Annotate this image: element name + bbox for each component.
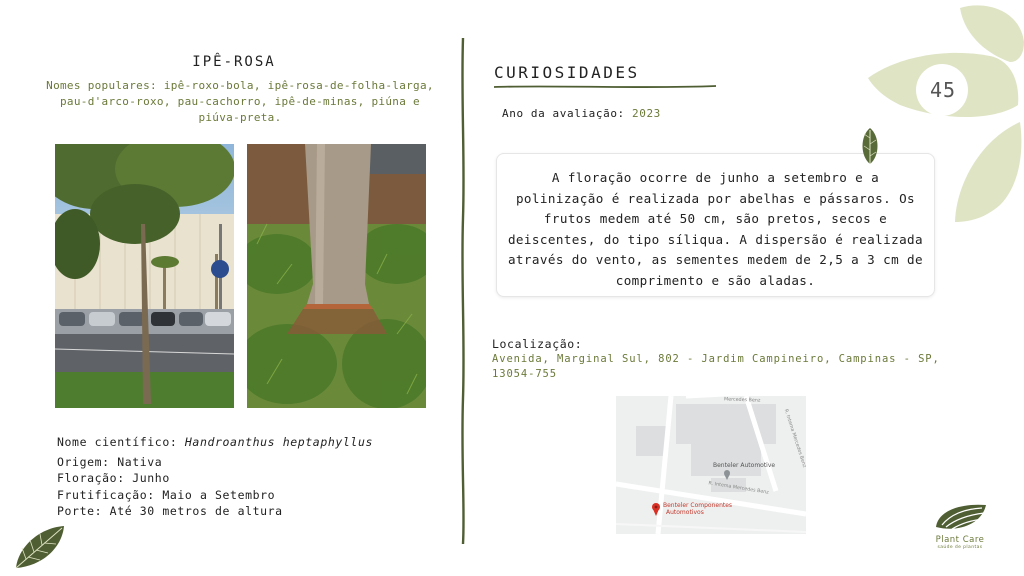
map-place-benteler-automotive[interactable]: Benteler Automotive [713,462,776,469]
plant-care-logo [930,501,990,535]
column-divider [460,38,466,544]
popular-names: Nomes populares: ipê-roxo-bola, ipê-rosa-de-folha-larga, pau-d'arco-roxo, pau-cachorro, ipê-de-minas, piúna e piúva-preta. [46,79,434,124]
leaves-decoration [860,0,1024,230]
evaluation-year [502,107,661,120]
fruiting: Frutificação: Maio a Setembro [57,487,276,502]
scientific-name-label: Nome científico: [57,435,185,449]
brand-tagline: saúde de plantas [937,545,983,550]
year-label: Ano da avaliação: [502,107,633,120]
tree-photo [55,144,234,408]
brand-name: Plant Care [935,535,985,545]
page-number: 45 [929,78,957,102]
map-street-label: Mercedes Benz [723,397,761,404]
origin: Origem: Nativa [57,454,163,469]
curiosities-title: CURIOSIDADES [494,63,640,82]
scientific-name-value: Handroanthus heptaphyllus [184,435,373,449]
location-address[interactable]: Avenida, Marginal Sul, 802 - Jardim Campineiro, Campinas - SP, 13054-755 [492,353,940,380]
leaf-icon [858,126,882,166]
map-street-label: R. Intema Mercedes Benz [782,408,806,469]
location-map[interactable] [616,396,806,534]
year-value: 2023 [632,107,661,120]
curiosity-text: A floração ocorre de junho a setembro e a polinização é realizada por abelhas e pássaros. Os frutos medem até 50 cm, são pretos, secos e deiscentes, do tipo síliqua. A dispersão é realizada através do vento, as sementes medem de 2,5 a 3 cm de comprimento e são aladas. [507,170,924,288]
map-place-benteler-componentes[interactable]: Benteler Componentes [663,502,733,509]
map-street-label: R. Intema Mercedes Benz [707,481,770,496]
location-label: Localização: [492,337,583,351]
size: Porte: Até 30 metros de altura [57,504,283,518]
flowering: Floração: Junho [57,471,170,485]
title-underline [494,84,716,90]
trunk-photo [247,144,426,408]
scientific-name [57,434,373,451]
leaf-icon [14,524,66,570]
plant-facts [57,434,373,520]
plant-title: IPÊ-ROSA [192,54,276,70]
map-place-automotivos: Automotivos [666,509,704,516]
